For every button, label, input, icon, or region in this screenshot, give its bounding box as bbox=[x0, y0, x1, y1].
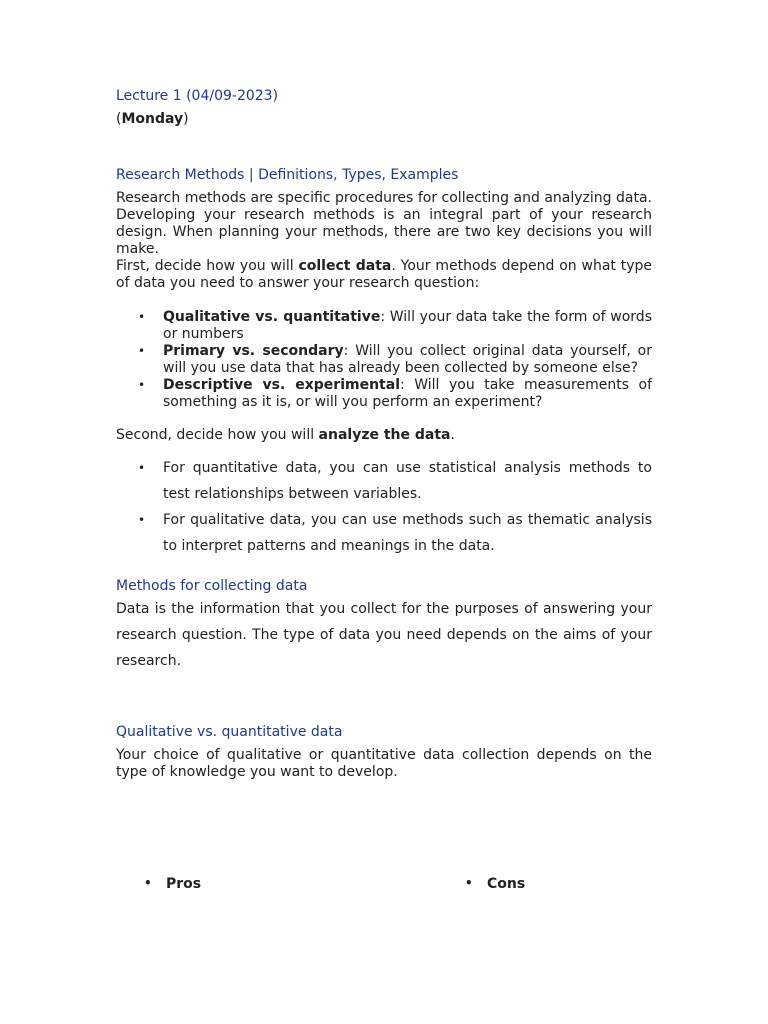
decision-list bbox=[116, 309, 652, 411]
intro-paragraph: Research methods are specific procedures for collecting and analyzing data. Developing your research methods is an integral part of your research design. When planning your methods, there are two key decisions you will make. bbox=[116, 190, 652, 257]
qual-quant-paragraph: Your choice of qualitative or quantitative data collection depends on the type of knowledge you want to develop. bbox=[116, 747, 652, 780]
list-item: • Qualitative vs. quantitative: Will your data take the form of words or numbers bbox=[116, 309, 652, 343]
lecture-title: Lecture 1 (04/09-2023) bbox=[116, 88, 279, 104]
day-name: Monday bbox=[121, 111, 184, 127]
analyze-data-paragraph: Second, decide how you will analyze the data. bbox=[116, 427, 455, 443]
list-item: • For quantitative data, you can use statistical analysis methods to test relationships between variables. bbox=[116, 455, 652, 507]
collect-data-paragraph: First, decide how you will collect data. Your methods depend on what type of data you need to answer your research question: bbox=[116, 258, 653, 291]
section-heading-qual-quant: Qualitative vs. quantitative data bbox=[116, 724, 343, 740]
cons-label: • Cons bbox=[487, 876, 525, 892]
analyze-data-term: analyze the data bbox=[318, 427, 451, 443]
pros-label: • Pros bbox=[166, 876, 201, 892]
analysis-list bbox=[116, 455, 652, 559]
list-item: • Primary vs. secondary: Will you collect original data yourself, or will you use data that has already been collected by someone else? bbox=[116, 343, 652, 377]
section-heading-research-methods: Research Methods | Definitions, Types, Examples bbox=[116, 167, 459, 183]
lecture-day: (Monday) bbox=[116, 111, 189, 127]
list-item: • Descriptive vs. experimental: Will you take measurements of something as it is, or will you perform an experiment? bbox=[116, 377, 652, 411]
collect-data-term: collect data bbox=[298, 258, 392, 274]
list-item: • For qualitative data, you can use methods such as thematic analysis to interpret patterns and meanings in the data. bbox=[116, 507, 652, 559]
collecting-data-paragraph: Data is the information that you collect for the purposes of answering your research question. The type of data you need depends on the aims of your research. bbox=[116, 601, 652, 669]
section-heading-collecting-data: Methods for collecting data bbox=[116, 578, 308, 594]
